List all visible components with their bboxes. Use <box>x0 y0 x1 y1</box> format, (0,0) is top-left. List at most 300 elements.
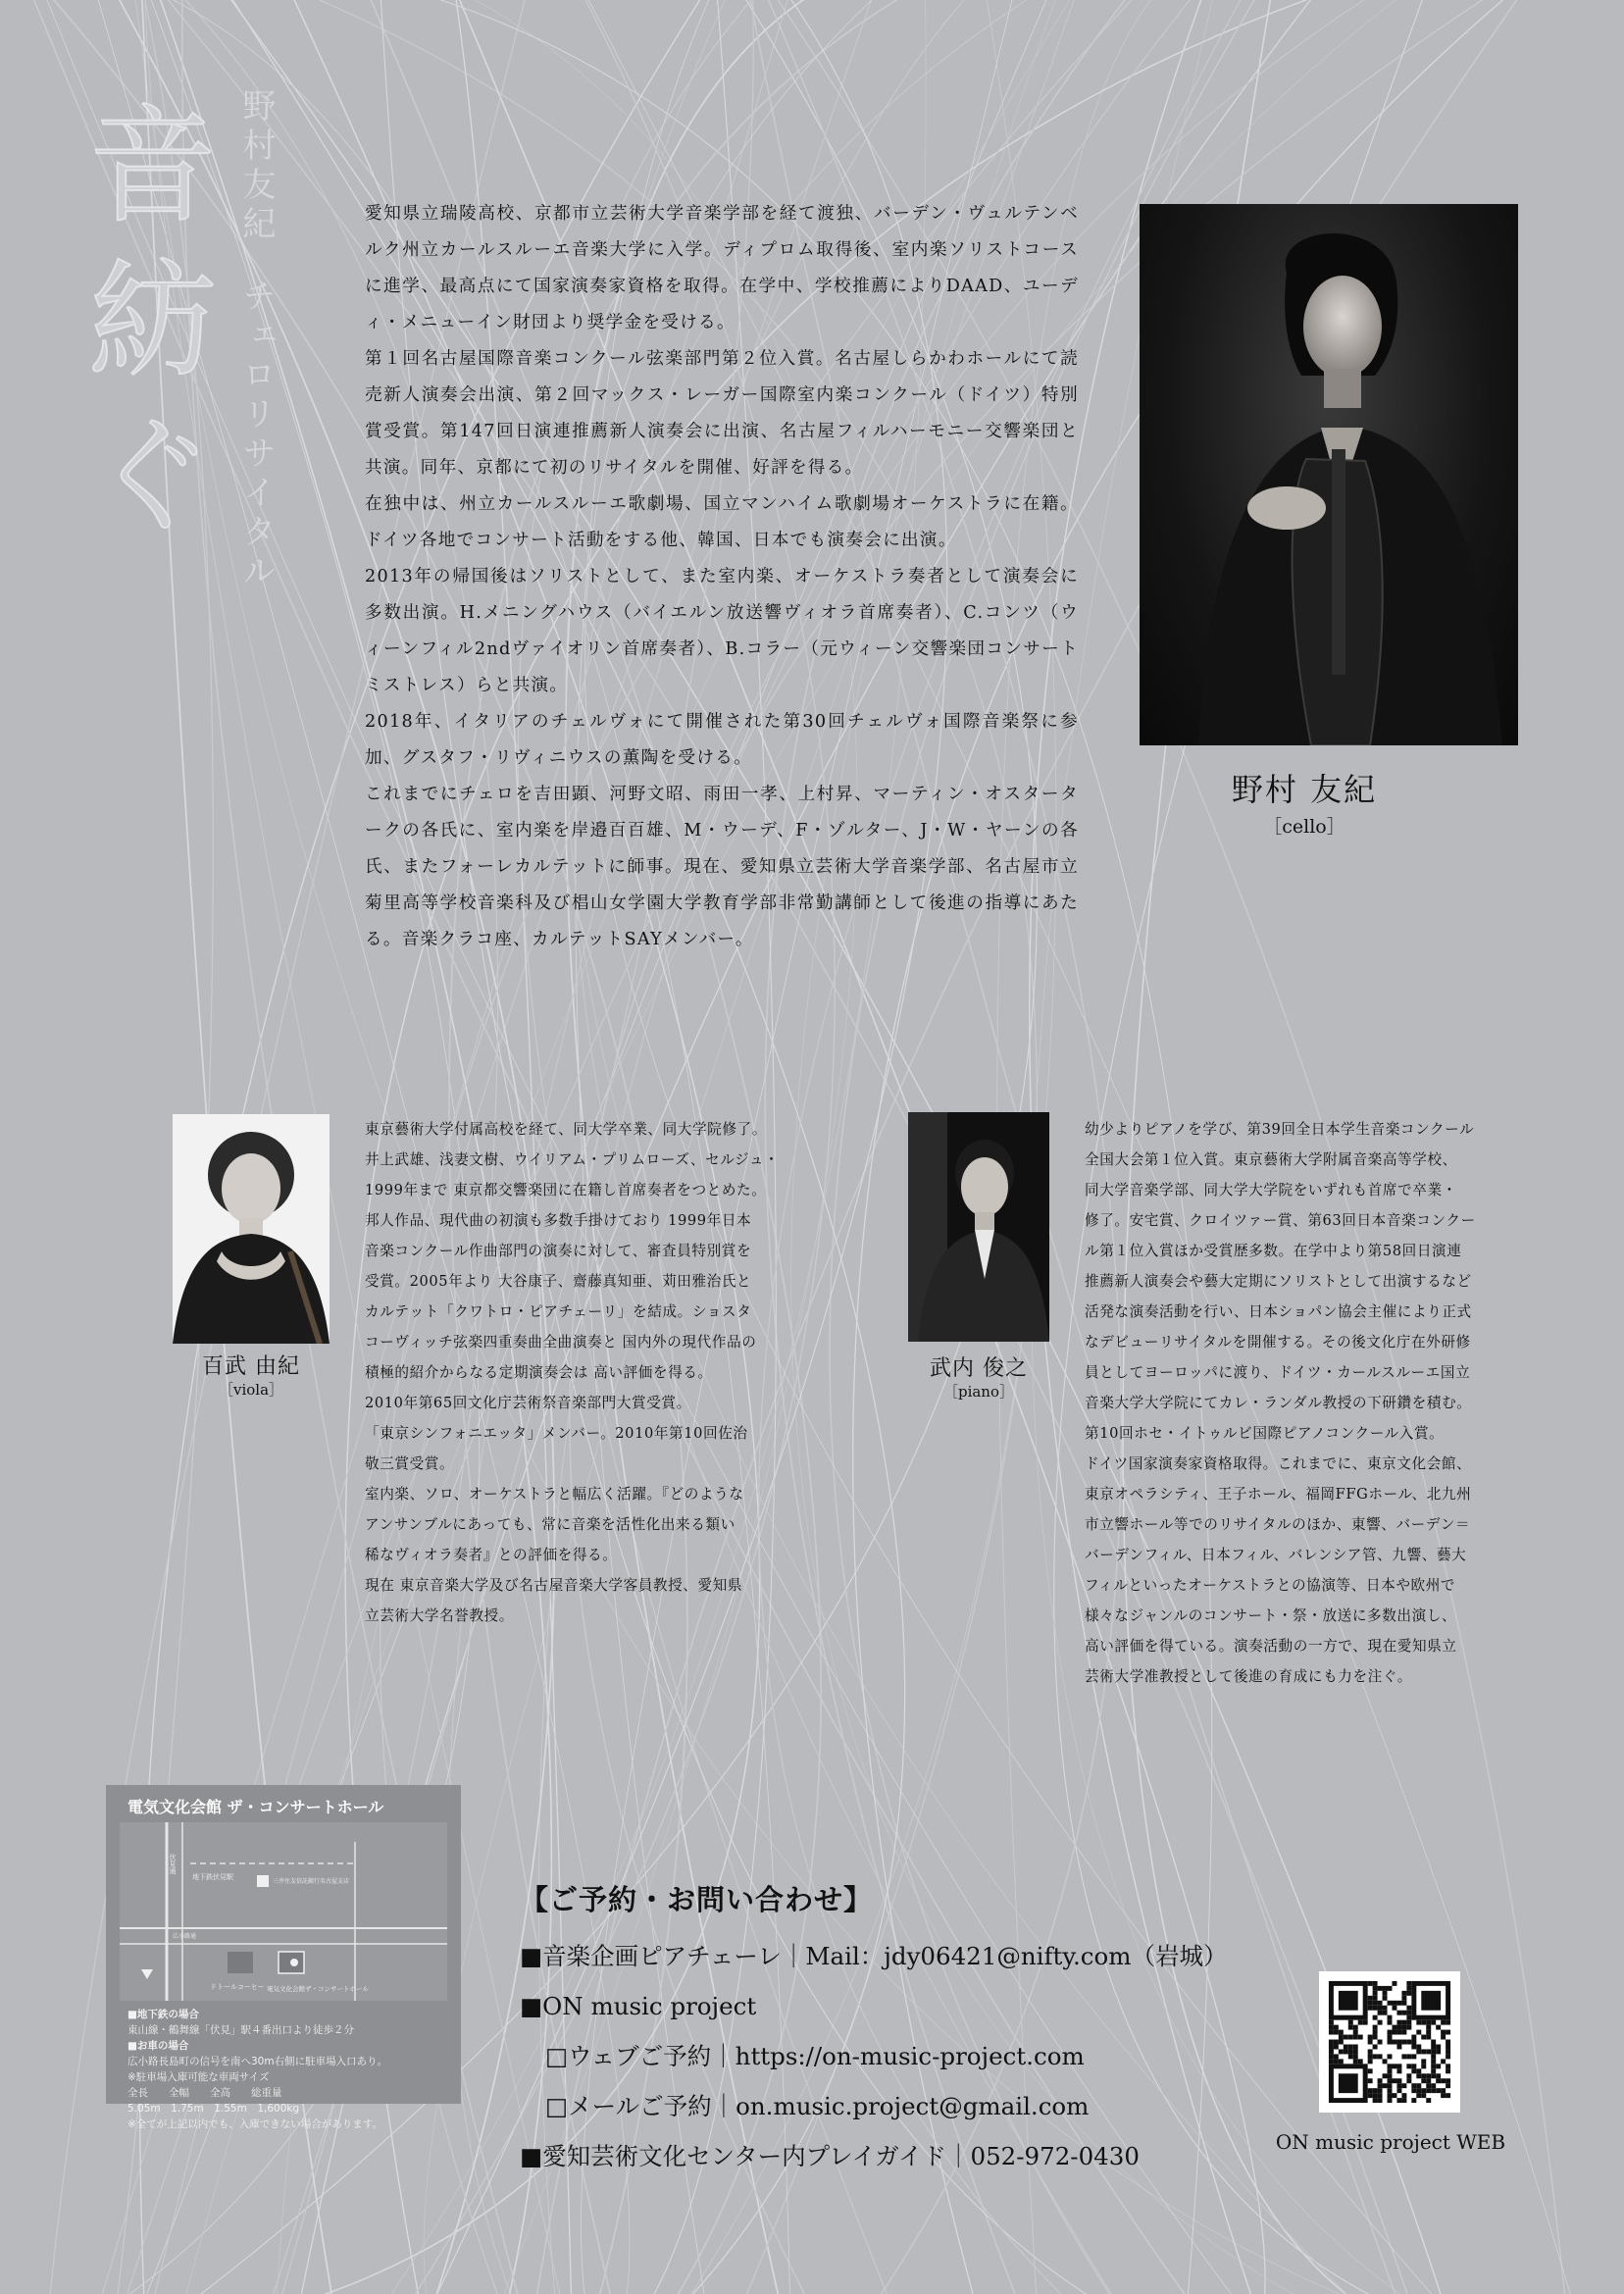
main-performer-name: 野村 友紀 <box>1231 771 1378 808</box>
qr-module <box>1426 2078 1431 2083</box>
bio-line: 全国大会第１位入賞。東京藝術大学附属音楽高等学校、 <box>1085 1151 1457 1168</box>
qr-module <box>1339 2049 1344 2054</box>
qr-module <box>1383 2059 1388 2064</box>
qr-module <box>1348 2035 1353 2040</box>
qr-module <box>1358 2020 1363 2025</box>
qr-module <box>1368 2078 1373 2083</box>
qr-module <box>1441 2035 1446 2040</box>
bio-line: 敬三賞受賞。 <box>365 1455 455 1472</box>
qr-module <box>1383 2073 1388 2078</box>
qr-module <box>1421 2064 1426 2068</box>
qr-module <box>1383 1996 1388 2001</box>
qr-module <box>1368 1981 1373 1986</box>
bio-line: 稀なヴィオラ奏者』との評価を得る。 <box>365 1547 618 1563</box>
qr-module <box>1436 2073 1441 2078</box>
qr-module <box>1426 2049 1431 2054</box>
qr-module <box>1368 2040 1373 2045</box>
qr-module <box>1392 2006 1396 2011</box>
contact-on-music-project: ■ON music project <box>520 1992 757 2020</box>
qr-module <box>1446 2093 1450 2098</box>
qr-module <box>1446 2068 1450 2073</box>
qr-module <box>1383 2011 1388 2015</box>
qr-module <box>1373 1986 1378 1991</box>
qr-module <box>1348 2049 1353 2054</box>
qr-module <box>1401 2040 1406 2045</box>
qr-module <box>1378 2011 1383 2015</box>
qr-module <box>1368 2035 1373 2040</box>
qr-module <box>1368 2088 1373 2093</box>
qr-module <box>1329 2044 1334 2049</box>
qr-module <box>1378 2020 1383 2025</box>
qr-module <box>1388 2030 1393 2035</box>
bio-line: 室内楽、ソロ、オーケストラと幅広く活躍。『どのような <box>365 1486 744 1503</box>
pianist-role: ［piano］ <box>942 1383 1015 1401</box>
qr-module <box>1368 2006 1373 2011</box>
qr-module <box>1396 2011 1401 2015</box>
map-label-bank: 三井住友信託銀行名古屋支店 <box>273 1878 350 1885</box>
qr-module <box>1431 2040 1436 2045</box>
qr-module <box>1441 2059 1446 2064</box>
qr-module <box>1392 2078 1396 2083</box>
access-note: ※全てが上記以内でも、入庫できない場合があります。 <box>127 2118 382 2130</box>
qr-module <box>1373 2035 1378 2040</box>
qr-module <box>1431 2049 1436 2054</box>
qr-module <box>1378 2078 1383 2083</box>
qr-module <box>1446 2064 1450 2068</box>
qr-module <box>1388 2083 1393 2088</box>
contact-section <box>520 1875 1227 2181</box>
qr-module <box>1411 2068 1416 2073</box>
qr-module <box>1329 2049 1334 2054</box>
qr-module <box>1446 2049 1450 2054</box>
qr-module <box>1401 2020 1406 2025</box>
qr-module <box>1416 2088 1421 2093</box>
qr-module <box>1396 2064 1401 2068</box>
bio-line: 音楽大学大学院にてカレ・ランダル教授の下研鑽を積む。 <box>1085 1395 1472 1411</box>
qr-module <box>1329 2054 1334 2059</box>
qr-module <box>1388 2073 1393 2078</box>
qr-module <box>1441 2020 1446 2025</box>
bio-paragraph: 在独中は、州立カールスルーエ歌劇場、国立マンハイム歌劇場オーケストラに在籍。ドイツ各地でコンサート活動をする他、韓国、日本でも演奏会に出演。 <box>365 494 1079 550</box>
qr-module <box>1431 2059 1436 2064</box>
qr-module <box>1406 2020 1411 2025</box>
qr-module <box>1436 2064 1441 2068</box>
qr-module <box>1406 2015 1411 2020</box>
qr-module <box>1378 2088 1383 2093</box>
bio-line: 井上武雄、浅妻文樹、ウイリアム・プリムローズ、セルジュ・ <box>365 1151 780 1168</box>
qr-module <box>1406 2025 1411 2030</box>
bio-line: 邦人作品、現代曲の初演も多数手掛けており 1999年日本 <box>365 1212 752 1229</box>
qr-module <box>1388 2068 1393 2073</box>
qr-module <box>1406 1991 1411 1996</box>
qr-module <box>1401 2054 1406 2059</box>
bio-line: 東京オペラシティ、王子ホール、福岡FFGホール、北九州 <box>1085 1486 1472 1503</box>
qr-module <box>1388 2035 1393 2040</box>
qr-module <box>1401 1991 1406 1996</box>
qr-module <box>1401 2025 1406 2030</box>
qr-module <box>1421 1991 1441 2011</box>
qr-module <box>1446 2083 1450 2088</box>
qr-module <box>1426 2025 1431 2030</box>
qr-module <box>1392 2030 1396 2035</box>
qr-module <box>1436 2025 1441 2030</box>
bio-line: 芸術大学准教授として後進の育成にも力を注ぐ。 <box>1085 1668 1412 1685</box>
qr-module <box>1373 1981 1378 1986</box>
qr-module <box>1353 2030 1358 2035</box>
qr-module <box>1378 2001 1383 2006</box>
qr-module <box>1416 2093 1421 2098</box>
bio-paragraph: 2013年の帰国後はソリストとして、また室内楽、オーケストラ奏者として演奏会に多数出演。H.メニングハウス（バイエルン放送響ヴィオラ首席奏者）、C.コンツ（ウィーンフィル2ndヴァイオリン首席奏者）、B.コラー（元ウィーン交響楽団コンサートミストレス）らと共演。 <box>365 567 1079 695</box>
qr-module <box>1373 2001 1378 2006</box>
qr-module <box>1431 2083 1436 2088</box>
qr-module <box>1396 2020 1401 2025</box>
map-label-station: 地下鉄伏見駅 <box>192 1873 233 1881</box>
bio-line: 活発な演奏活動を行い、日本ショパン協会主催により正式 <box>1085 1303 1472 1320</box>
bio-line: 「東京シンフォニエッタ」メンバー。2010年第10回佐治 <box>365 1425 748 1442</box>
qr-module <box>1441 2078 1446 2083</box>
qr-module <box>1416 2073 1421 2078</box>
bio-line: 現在 東京音楽大学及び名古屋音楽大学客員教授、愛知県 <box>365 1577 743 1594</box>
map-title: 電気文化会館 ザ・コンサートホール <box>127 1798 384 1816</box>
bio-line: 立芸術大学名誉教授。 <box>365 1607 514 1624</box>
qr-module <box>1373 2098 1378 2103</box>
qr-module <box>1446 2020 1450 2025</box>
qr-module <box>1368 2054 1373 2059</box>
access-note: 広小路長島町の信号を南へ30m右側に駐車場入口あり。 <box>127 2056 388 2067</box>
qr-module <box>1353 2025 1358 2030</box>
qr-module <box>1373 2030 1378 2035</box>
qr-module <box>1388 2001 1393 2006</box>
main-performer-role: ［cello］ <box>1263 816 1345 838</box>
access-note: ※駐車場入庫可能な車両サイズ <box>127 2071 270 2083</box>
bio-line: 1999年まで 東京都交響楽団に在籍し首席奏者をつとめた。 <box>365 1182 767 1198</box>
qr-module <box>1373 1996 1378 2001</box>
qr-module <box>1406 2011 1411 2015</box>
qr-module <box>1388 2054 1393 2059</box>
qr-module <box>1344 2049 1348 2054</box>
bio-paragraph: 2018年、イタリアのチェルヴォにて開催された第30回チェルヴォ国際音楽祭に参加、グスタフ・リヴィニウスの薫陶を受ける。 <box>365 712 1079 768</box>
access-note: 全長 全幅 全高 総重量 <box>127 2087 282 2099</box>
qr-module <box>1339 2035 1344 2040</box>
qr-module <box>1446 2078 1450 2083</box>
qr-module <box>1392 2040 1396 2045</box>
qr-code-icon[interactable] <box>1319 1971 1460 2113</box>
qr-module <box>1406 2054 1411 2059</box>
pianist-bio <box>1085 1114 1538 1692</box>
qr-module <box>1368 1996 1373 2001</box>
contact-piacere[interactable]: ■音楽企画ピアチェーレ｜Mail：jdy06421@nifty.com（岩城） <box>520 1942 1228 1970</box>
qr-module <box>1339 2040 1344 2045</box>
map-label-street-h: 広小路通 <box>173 1933 197 1940</box>
qr-module <box>1353 2054 1358 2059</box>
qr-module <box>1416 2044 1421 2049</box>
qr-module <box>1416 2049 1421 2054</box>
qr-module <box>1334 2025 1339 2030</box>
qr-module <box>1378 2040 1383 2045</box>
access-notes <box>127 2007 387 2132</box>
qr-module <box>1401 2001 1406 2006</box>
qr-module <box>1436 2078 1441 2083</box>
qr-module <box>1392 2025 1396 2030</box>
qr-module <box>1421 2049 1426 2054</box>
bio-paragraph: これまでにチェロを吉田顕、河野文昭、雨田一孝、上村昇、マーティン・オスタータークの各氏に、室内楽を岸邉百百雄、M・ウーデ、F・ゾルター、J・W・ヤーンの各氏、またフォーレカルテットに師事。現在、愛知県立芸術大学音楽学部、名古屋市立菊里高等学校音楽科及び椙山女学園大学教育学部非常勤講師として後進の指導にあたる。音楽クラコ座、カルテットSAYメンバー。 <box>365 785 1079 949</box>
contact-mail-reservation[interactable]: □メールご予約｜on.music.project@gmail.com <box>545 2092 1090 2120</box>
qr-module <box>1401 2030 1406 2035</box>
qr-module <box>1329 2040 1334 2045</box>
qr-module <box>1436 2049 1441 2054</box>
qr-module <box>1406 2006 1411 2011</box>
contact-heading: 【ご予約・お問い合わせ】 <box>520 1883 874 1916</box>
qr-module <box>1388 2064 1393 2068</box>
qr-module <box>1388 2088 1393 2093</box>
qr-module <box>1388 1986 1393 1991</box>
qr-module <box>1348 2020 1353 2025</box>
qr-module <box>1373 2054 1378 2059</box>
qr-module <box>1411 2088 1416 2093</box>
performer-title: 野村友紀 <box>236 88 276 245</box>
qr-module <box>1388 2093 1393 2098</box>
violist-role: ［viola］ <box>218 1381 284 1399</box>
qr-module <box>1329 2020 1334 2025</box>
qr-module <box>1396 2083 1401 2088</box>
qr-module <box>1401 2083 1406 2088</box>
contact-web-reservation[interactable]: □ウェブご予約｜https://on-music-project.com <box>545 2042 1085 2070</box>
bio-line: 幼少よりピアノを学び、第39回全日本学生音楽コンクール <box>1085 1121 1475 1138</box>
qr-module <box>1396 2088 1401 2093</box>
qr-caption: ON music project WEB <box>1275 2130 1506 2154</box>
qr-module <box>1396 2025 1401 2030</box>
access-note: 5.05m 1.75m 1.55m 1,600kg <box>127 2103 300 2115</box>
qr-module <box>1388 2098 1393 2103</box>
bio-line: 高い評価を得ている。演奏活動の一方で、現在愛知県立 <box>1085 1638 1457 1655</box>
qr-module <box>1392 2001 1396 2006</box>
qr-module <box>1392 2093 1396 2098</box>
qr-module <box>1406 2040 1411 2045</box>
qr-module <box>1383 1986 1388 1991</box>
bio-line: バーデンフィル、日本フィル、バレンシア管、九響、藝大 <box>1085 1547 1467 1563</box>
qr-module <box>1446 2030 1450 2035</box>
qr-module <box>1339 2030 1344 2035</box>
bio-line: 様々なジャンルのコンサート・祭・放送に多数出演し、 <box>1085 1607 1457 1624</box>
access-note: ■地下鉄の場合 <box>127 2009 199 2020</box>
qr-module <box>1426 2030 1431 2035</box>
qr-module <box>1373 2044 1378 2049</box>
main-performer-bio <box>365 196 1079 958</box>
qr-module <box>1334 2030 1339 2035</box>
qr-module <box>1436 2088 1441 2093</box>
qr-module <box>1431 2088 1436 2093</box>
qr-module <box>1334 2054 1339 2059</box>
qr-module <box>1383 2083 1388 2088</box>
qr-module <box>1348 2044 1353 2049</box>
qr-module <box>1411 2054 1416 2059</box>
qr-module <box>1411 2098 1416 2103</box>
qr-module <box>1431 2073 1436 2078</box>
qr-module <box>1406 1981 1411 1986</box>
qr-module <box>1406 2064 1411 2068</box>
violist-name: 百武 由紀 <box>202 1354 300 1379</box>
bio-line: 推薦新人演奏会や藝大定期にソリストとして出演するなど <box>1085 1273 1472 1290</box>
event-title: チェロリサイタル <box>236 279 276 592</box>
qr-module <box>1373 2025 1378 2030</box>
bio-line: なデビューリサイタルを開催する。その後文化庁在外研修 <box>1085 1334 1471 1351</box>
qr-module <box>1401 2093 1406 2098</box>
qr-module <box>1373 2006 1378 2011</box>
qr-module <box>1431 2044 1436 2049</box>
qr-module <box>1353 2035 1358 2040</box>
qr-module <box>1358 2035 1363 2040</box>
bio-line: 積極的紹介からなる定期演奏会は 高い評価を得る。 <box>365 1364 713 1381</box>
map-label-cafe: ドトールコーヒー <box>210 1983 265 1991</box>
qr-module <box>1421 2093 1426 2098</box>
pianist-name: 武内 俊之 <box>930 1356 1028 1381</box>
qr-module <box>1344 2035 1348 2040</box>
qr-module <box>1406 1986 1411 1991</box>
pianist-photo <box>908 1112 1049 1342</box>
qr-module <box>1344 2044 1348 2049</box>
qr-module <box>1388 2015 1393 2020</box>
bio-line: 修了。安宅賞、クロイツァー賞、第63回日本音楽コンクー <box>1085 1212 1476 1229</box>
qr-module <box>1411 2064 1416 2068</box>
qr-module <box>1392 1981 1396 1986</box>
qr-module <box>1368 2059 1373 2064</box>
qr-module <box>1431 2064 1436 2068</box>
qr-module <box>1406 2078 1411 2083</box>
qr-module <box>1396 2098 1401 2103</box>
qr-module <box>1348 2054 1353 2059</box>
bio-line: 同大学音楽学部、同大学大学院をいずれも首席で卒業・ <box>1085 1182 1457 1198</box>
qr-module <box>1426 2073 1431 2078</box>
qr-module <box>1441 2030 1446 2035</box>
bio-line: アンサンブルにあっても、常に音楽を活性化出来る類い <box>365 1516 736 1533</box>
qr-module <box>1353 2049 1358 2054</box>
qr-module <box>1334 2040 1339 2045</box>
cellist-photo <box>1140 204 1518 745</box>
qr-module <box>1358 2059 1363 2064</box>
qr-module <box>1329 2030 1334 2035</box>
contact-playguide[interactable]: ■愛知芸術文化センター内プレイガイド｜052-972-0430 <box>520 2142 1140 2170</box>
qr-module <box>1378 2093 1383 2098</box>
venue-map-panel <box>106 1785 461 2130</box>
qr-module <box>1368 2068 1373 2073</box>
venue-map <box>120 1822 447 2001</box>
qr-module <box>1426 2020 1431 2025</box>
qr-module <box>1446 2044 1450 2049</box>
qr-module <box>1416 2083 1421 2088</box>
qr-module <box>1426 2035 1431 2040</box>
violist-bio <box>365 1114 804 1631</box>
qr-module <box>1329 2025 1334 2030</box>
qr-module <box>1348 2025 1353 2030</box>
qr-module <box>1411 2040 1416 2045</box>
qr-module <box>1416 2030 1421 2035</box>
recital-subtitle <box>236 88 276 592</box>
qr-module <box>1373 1991 1378 1996</box>
qr-module <box>1426 2083 1431 2088</box>
qr-module <box>1416 2020 1421 2025</box>
qr-module <box>1421 2020 1426 2025</box>
bio-line: 員としてヨーロッパに渡り、ドイツ・カールスルーエ国立 <box>1085 1364 1471 1381</box>
qr-module <box>1416 2068 1421 2073</box>
bio-line: ドイツ国家演奏家資格取得。これまでに、東京文化会館、 <box>1085 1455 1472 1472</box>
bio-line: ル第１位入賞ほか受賞歴多数。在学中より第58回日演連 <box>1085 1243 1462 1259</box>
access-note: ■お車の場合 <box>127 2040 189 2052</box>
qr-module <box>1441 2088 1446 2093</box>
qr-module <box>1388 2020 1393 2025</box>
violist-photo <box>173 1114 330 1344</box>
qr-module <box>1421 2088 1426 2093</box>
qr-module <box>1426 2098 1431 2103</box>
qr-module <box>1388 2078 1393 2083</box>
qr-module <box>1396 2044 1401 2049</box>
qr-module <box>1431 2068 1436 2073</box>
qr-module <box>1329 2059 1334 2064</box>
qr-module <box>1378 2006 1383 2011</box>
qr-module <box>1368 2093 1373 2098</box>
main-title: 音紡ぐ <box>68 98 217 563</box>
qr-module <box>1396 2001 1401 2006</box>
bio-line: 市立響ホール等でのリサイタルのほか、東響、バーデン＝ <box>1085 1516 1471 1533</box>
bio-line: 音楽コンクール作曲部門の演奏に対して、審査員特別賞を <box>365 1243 752 1259</box>
bio-line: カルテット「クワトロ・ピアチェーリ」を結成。ショスタ <box>365 1303 752 1320</box>
qr-module <box>1363 2020 1368 2025</box>
qr-module <box>1339 2073 1358 2093</box>
access-note: 東山線・鶴舞線「伏見」駅４番出口より徒歩２分 <box>127 2024 354 2036</box>
qr-module <box>1446 2054 1450 2059</box>
qr-module <box>1353 2044 1358 2049</box>
qr-module <box>1383 2006 1388 2011</box>
qr-module <box>1406 2073 1411 2078</box>
qr-module <box>1411 2035 1416 2040</box>
map-label-street-v: 伏見通 <box>169 1854 177 1874</box>
qr-module <box>1392 2064 1396 2068</box>
qr-module <box>1401 2098 1406 2103</box>
qr-module <box>1421 2073 1426 2078</box>
qr-module <box>1411 2044 1416 2049</box>
qr-module <box>1421 2035 1426 2040</box>
qr-module <box>1396 2030 1401 2035</box>
qr-module <box>1396 2040 1401 2045</box>
qr-module <box>1339 2059 1344 2064</box>
qr-module <box>1446 2040 1450 2045</box>
qr-module <box>1378 2054 1383 2059</box>
qr-module <box>1401 2011 1406 2015</box>
qr-module <box>1396 2078 1401 2083</box>
bio-line: 2010年第65回文化庁芸術祭音楽部門大賞受賞。 <box>365 1395 691 1411</box>
qr-module <box>1334 2059 1339 2064</box>
qr-module <box>1426 2088 1431 2093</box>
qr-module <box>1368 2001 1373 2006</box>
qr-module <box>1441 2093 1446 2098</box>
qr-module <box>1421 2078 1426 2083</box>
bio-line: 受賞。2005年より 大谷康子、齋藤真知亜、苅田雅治氏と <box>365 1273 752 1290</box>
qr-module <box>1373 2088 1378 2093</box>
qr-module <box>1334 2044 1339 2049</box>
qr-module <box>1421 2059 1426 2064</box>
qr-module <box>1368 2049 1373 2054</box>
qr-module <box>1353 2059 1358 2064</box>
qr-module <box>1373 2093 1378 2098</box>
qr-module <box>1378 2098 1383 2103</box>
qr-module <box>1378 2083 1383 2088</box>
bio-paragraph: 愛知県立瑞陵高校、京都市立芸術大学音楽学部を経て渡独、バーデン・ヴュルテンベルク州立カールスルーエ音楽大学に入学。ディプロム取得後、室内楽ソリストコースに進学、最高点にて国家演奏家資格を取得。在学中、学校推薦によりDAAD、ユーディ・メニューイン財団より奨学金を受ける。 <box>365 204 1079 332</box>
qr-module <box>1431 2020 1436 2025</box>
bio-line: 東京藝術大学付属高校を経て、同大学卒業、同大学院修了。 <box>365 1121 767 1138</box>
bio-line: 第10回ホセ・イトゥルビ国際ピアノコンクール入賞。 <box>1085 1425 1445 1442</box>
bio-line: フィルといったオーケストラとの協演等、日本や欧州で <box>1085 1577 1456 1594</box>
bio-paragraph: 第１回名古屋国際音楽コンクール弦楽部門第２位入賞。名古屋しらかわホールにて読売新人演奏会出演、第２回マックス・レーガー国際室内楽コンクール（ドイツ）特別賞受賞。第147回日演連推薦新人演奏会に出演、名古屋フィルハーモニー交響楽団と共演。同年、京都にて初のリサイタルを開催、好評を得る。 <box>365 349 1079 478</box>
qr-module <box>1388 2040 1393 2045</box>
